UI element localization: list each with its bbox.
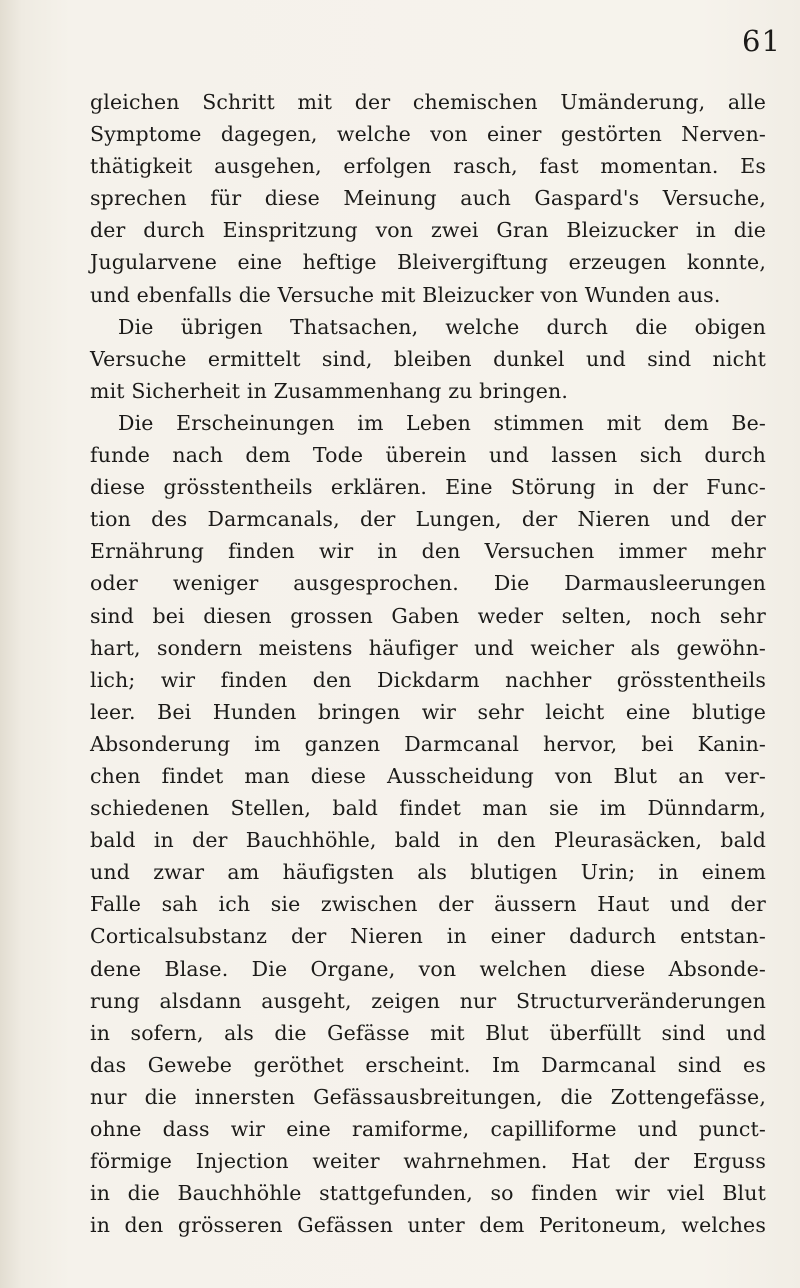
text-line: schiedenen Stellen, bald findet man sie im Dünndarm, bbox=[90, 796, 766, 821]
text-line: und ebenfalls die Versuche mit Bleizucker von Wunden aus. bbox=[90, 282, 721, 307]
text-line: dene Blase. Die Organe, von welchen diese Absonde- bbox=[90, 956, 766, 981]
text-line: in sofern, als die Gefässe mit Blut überfüllt sind und bbox=[90, 1020, 766, 1045]
text-line: und zwar am häufigsten als blutigen Urin; in einem bbox=[90, 860, 766, 885]
text-line: gleichen Schritt mit der chemischen Umänderung, alle bbox=[90, 90, 766, 114]
text-line: Symptome dagegen, welche von einer gestörten Nerven- bbox=[90, 122, 766, 147]
text-line: rung alsdann ausgeht, zeigen nur Structurveränderungen bbox=[90, 988, 766, 1013]
text-line: oder weniger ausgesprochen. Die Darmausleerungen bbox=[90, 571, 766, 596]
text-line: mit Sicherheit in Zusammenhang zu bringen. bbox=[90, 378, 569, 403]
text-line: thätigkeit ausgehen, erfolgen rasch, fast momentan. Es bbox=[90, 154, 766, 179]
text-line: sprechen für diese Meinung auch Gaspard's Versuche, bbox=[90, 186, 766, 211]
text-line: funde nach dem Tode überein und lassen sich durch bbox=[90, 443, 766, 468]
text-line: Die übrigen Thatsachen, welche durch die obigen bbox=[118, 314, 766, 339]
text-line: hart, sondern meistens häufiger und weicher als gewöhn- bbox=[90, 635, 766, 660]
body-text bbox=[90, 86, 766, 1241]
text-line: ohne dass wir eine ramiforme, capilliforme und punct- bbox=[90, 1117, 766, 1141]
text-line: lich; wir finden den Dickdarm nachher grösstentheils bbox=[90, 667, 766, 692]
text-line: in die Bauchhöhle stattgefunden, so finden wir viel Blut bbox=[90, 1181, 766, 1206]
text-line: chen findet man diese Ausscheidung von Blut an ver- bbox=[90, 763, 766, 788]
text-line: nur die innersten Gefässausbreitungen, die Zottengefässe, bbox=[90, 1084, 766, 1109]
text-line: bald in der Bauchhöhle, bald in den Pleurasäcken, bald bbox=[90, 828, 766, 853]
text-line: Versuche ermittelt sind, bleiben dunkel und sind nicht bbox=[90, 346, 766, 371]
page-number: 61 bbox=[742, 24, 781, 58]
text-line: das Gewebe geröthet erscheint. Im Darmcanal sind es bbox=[90, 1052, 766, 1077]
text-line: sind bei diesen grossen Gaben weder selten, noch sehr bbox=[90, 603, 766, 628]
text-line: Die Erscheinungen im Leben stimmen mit dem Be- bbox=[118, 410, 766, 435]
text-line: tion des Darmcanals, der Lungen, der Nieren und der bbox=[90, 507, 766, 532]
text-line: Jugularvene eine heftige Bleivergiftung erzeugen konnte, bbox=[90, 250, 766, 275]
text-line: der durch Einspritzung von zwei Gran Bleizucker in die bbox=[90, 218, 766, 243]
text-line: Absonderung im ganzen Darmcanal hervor, bei Kanin- bbox=[90, 731, 766, 756]
text-line: in den grösseren Gefässen unter dem Peritoneum, welches bbox=[90, 1213, 766, 1238]
text-line: diese grösstentheils erklären. Eine Störung in der Func- bbox=[90, 475, 766, 500]
text-line: Corticalsubstanz der Nieren in einer dadurch entstan- bbox=[90, 924, 766, 949]
text-line: leer. Bei Hunden bringen wir sehr leicht eine blutige bbox=[90, 699, 766, 724]
text-line: Falle sah ich sie zwischen der äussern Haut und der bbox=[90, 892, 766, 917]
text-line: förmige Injection weiter wahrnehmen. Hat der Erguss bbox=[90, 1149, 766, 1174]
text-line: Ernährung finden wir in den Versuchen immer mehr bbox=[90, 539, 766, 564]
